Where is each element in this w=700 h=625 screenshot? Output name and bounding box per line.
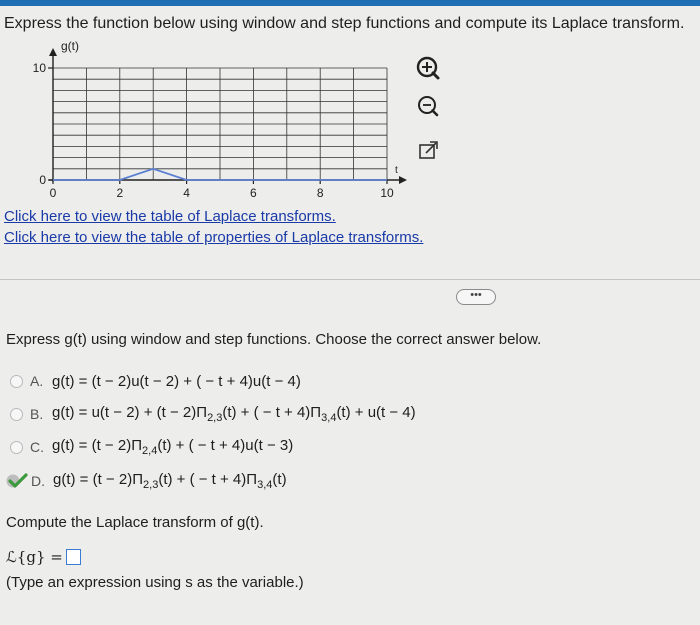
option-d-text: $g(t) = (t - 2)\Pi_{2,3}(t)$ + ( − $t + 4)\Pi_{3,4}(t)$ (53, 471, 287, 491)
graph-grid (53, 68, 387, 180)
divider (0, 279, 700, 280)
question-title: Express the function below using window and step functions and compute its Laplace transform. (4, 15, 685, 32)
x-tick-label: 8 (316, 186, 324, 200)
graph-axes (48, 48, 407, 184)
answer-label: ℒ{g} = (6, 548, 63, 566)
option-c-radio[interactable] (10, 441, 23, 454)
option-c[interactable] (10, 437, 293, 457)
y-axis-arrow (49, 48, 57, 56)
x-axis-label: t (395, 165, 398, 176)
option-b[interactable] (10, 404, 416, 424)
properties-table-link[interactable]: Click here to view the table of properties of Laplace transforms. (4, 229, 424, 246)
x-tick-label: 4 (183, 186, 190, 200)
option-c-letter: C. (30, 439, 44, 455)
option-a-radio[interactable] (10, 375, 23, 388)
y-tick-label: 10 (32, 61, 46, 75)
option-c-text: $g(t) = (t - 2)\Pi_{2,4}(t)$ + ( − t + 4)u(t − 3) (52, 437, 294, 457)
graph (0, 38, 460, 214)
x-axis-arrow (399, 176, 407, 184)
part2-prompt: Compute the Laplace transform of g(t). (6, 514, 264, 531)
zoom-in-button[interactable] (418, 58, 438, 78)
x-tick-label: 2 (116, 186, 124, 200)
option-a-text: g(t) = (t − 2)u(t − 2) + ( − t + 4)u(t − 4) (52, 372, 301, 390)
answer-row (6, 546, 81, 568)
option-d[interactable] (10, 471, 287, 491)
answer-input[interactable] (66, 549, 81, 565)
option-b-radio[interactable] (10, 408, 23, 421)
laplace-table-link[interactable]: Click here to view the table of Laplace transforms. (4, 208, 336, 225)
x-tick-label: 6 (250, 186, 257, 200)
option-b-letter: B. (30, 406, 44, 422)
answer-hint: (Type an expression using s as the variable.) (6, 574, 304, 591)
zoom-out-button[interactable] (419, 97, 437, 115)
option-a[interactable] (10, 371, 301, 391)
popout-button[interactable] (420, 142, 437, 158)
correct-check-icon (6, 473, 28, 489)
y-axis-label: g(t) (61, 39, 79, 53)
x-tick-label: 0 (49, 186, 57, 200)
option-a-letter: A. (30, 373, 44, 389)
option-d-letter: D. (31, 473, 45, 489)
graph-labels (33, 39, 398, 200)
y-tick-label: 0 (39, 173, 46, 187)
option-b-text: $g(t) = u(t - 2) + (t - 2)\Pi_{2,3}(t)$ + ( − $t + 4)\Pi_{3,4}(t) + u(t - 4)$ (52, 404, 416, 424)
part1-prompt: Express g(t) using window and step functions. Choose the correct answer below. (6, 331, 542, 348)
top-bar (0, 0, 700, 6)
more-button[interactable]: ••• (456, 289, 496, 305)
x-tick-label: 10 (380, 186, 394, 200)
